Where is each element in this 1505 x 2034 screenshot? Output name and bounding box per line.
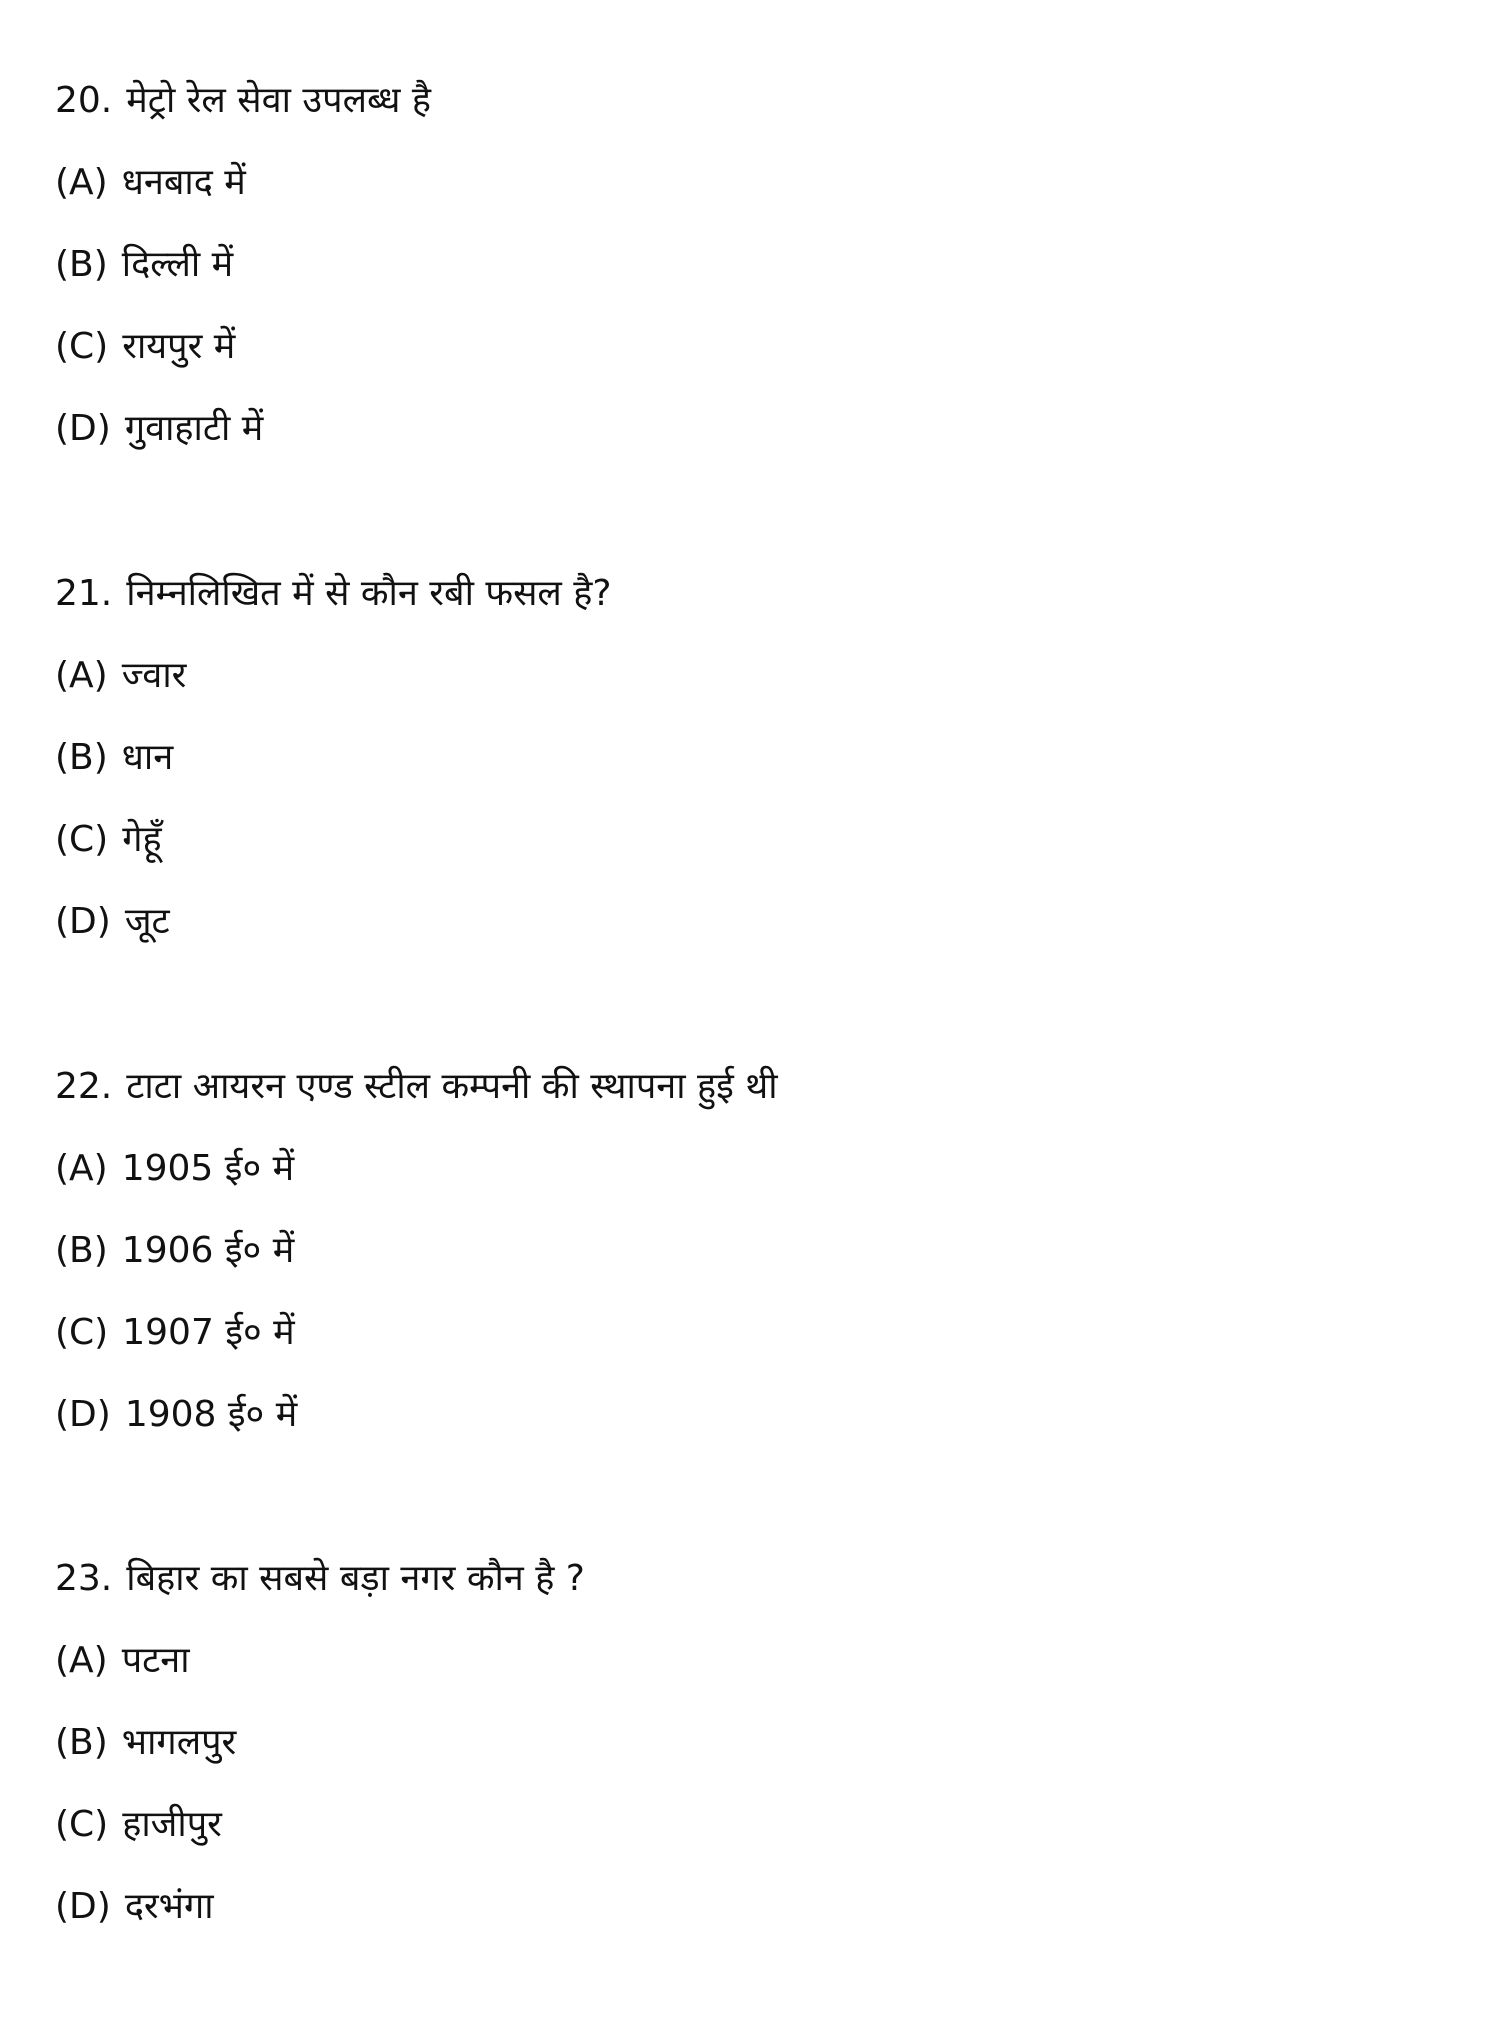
option-text: 1906 ई० में: [121, 1230, 295, 1271]
option-label: (C): [55, 1312, 109, 1353]
option-item: [55, 717, 612, 799]
option-text: ज्वार: [121, 655, 187, 696]
option-label: (A): [55, 162, 108, 203]
option-text: भागलपुर: [121, 1722, 237, 1763]
option-label: (D): [55, 1394, 111, 1435]
option-text: 1907 ई० में: [122, 1312, 295, 1353]
question-block: [55, 60, 431, 470]
option-label: (B): [55, 244, 108, 285]
option-text: धान: [121, 737, 174, 778]
option-label: (D): [55, 1886, 111, 1927]
option-label: (A): [55, 655, 108, 696]
option-text: रायपुर में: [122, 326, 236, 367]
option-item: [55, 224, 431, 306]
question-stem: [55, 1538, 585, 1620]
option-item: [55, 1292, 778, 1374]
option-label: (D): [55, 408, 111, 449]
question-number: 21.: [55, 573, 113, 614]
option-text: पटना: [121, 1640, 190, 1681]
question-stem: [55, 60, 431, 142]
option-item: [55, 1210, 778, 1292]
question-text: बिहार का सबसे बड़ा नगर कौन है ?: [126, 1558, 585, 1599]
option-item: [55, 1866, 585, 1948]
option-text: 1905 ई० में: [121, 1148, 295, 1189]
question-block: [55, 553, 612, 963]
option-text: गुवाहाटी में: [124, 408, 264, 449]
option-item: [55, 388, 431, 470]
option-label: (B): [55, 1722, 108, 1763]
question-number: 20.: [55, 80, 113, 121]
option-label: (D): [55, 901, 111, 942]
question-block: [55, 1538, 585, 1948]
option-label: (C): [55, 1804, 109, 1845]
option-text: दिल्ली में: [121, 244, 234, 285]
option-item: [55, 1702, 585, 1784]
option-label: (B): [55, 1230, 108, 1271]
option-item: [55, 881, 612, 963]
option-item: [55, 799, 612, 881]
option-item: [55, 1128, 778, 1210]
question-block: [55, 1046, 778, 1456]
option-item: [55, 306, 431, 388]
option-item: [55, 1620, 585, 1702]
question-text: निम्नलिखित में से कौन रबी फसल है?: [126, 573, 612, 614]
option-label: (B): [55, 737, 108, 778]
option-text: धनबाद में: [121, 162, 246, 203]
question-number: 22.: [55, 1066, 113, 1107]
option-item: [55, 635, 612, 717]
option-label: (C): [55, 819, 109, 860]
option-label: (A): [55, 1148, 108, 1189]
option-item: [55, 142, 431, 224]
question-stem: [55, 1046, 778, 1128]
option-item: [55, 1784, 585, 1866]
question-text: मेट्रो रेल सेवा उपलब्ध है: [126, 80, 431, 121]
question-number: 23.: [55, 1558, 113, 1599]
option-label: (A): [55, 1640, 108, 1681]
option-text: गेहूँ: [122, 819, 162, 860]
question-text: टाटा आयरन एण्ड स्टील कम्पनी की स्थापना हुई थी: [126, 1066, 778, 1107]
option-text: जूट: [124, 901, 170, 942]
option-item: [55, 1374, 778, 1456]
option-text: हाजीपुर: [122, 1804, 222, 1845]
option-label: (C): [55, 326, 109, 367]
option-text: दरभंगा: [124, 1886, 214, 1927]
option-text: 1908 ई० में: [124, 1394, 298, 1435]
question-stem: [55, 553, 612, 635]
